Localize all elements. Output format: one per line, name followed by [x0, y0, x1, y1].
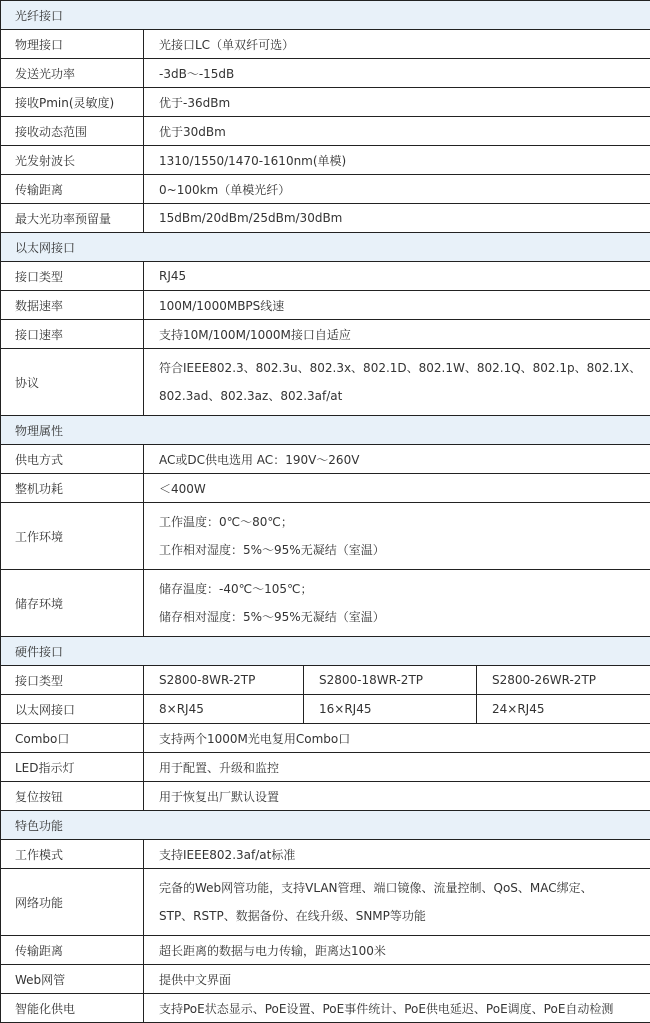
spec-row-protocol: [1, 349, 650, 416]
spec-row: [1, 965, 650, 994]
row-label: 接口类型: [1, 262, 144, 291]
row-value: 0~100km（单模光纤）: [144, 175, 650, 204]
spec-row: [1, 88, 650, 117]
row-value-multiline: [144, 869, 650, 936]
spec-row: [1, 782, 650, 811]
row-label: 智能化供电: [1, 994, 144, 1023]
row-label: 物理接口: [1, 30, 144, 59]
row-value: 优于30dBm: [144, 117, 650, 146]
spec-row-storage-env: [1, 570, 650, 637]
row-value: 15dBm/20dBm/25dBm/30dBm: [144, 204, 650, 233]
value-line: 802.3ad、802.3az、802.3af/at: [159, 389, 343, 403]
row-label: 工作环境: [1, 503, 144, 570]
row-label: 数据速率: [1, 291, 144, 320]
row-label: 接收Pmin(灵敏度): [1, 88, 144, 117]
row-label: LED指示灯: [1, 753, 144, 782]
row-label: 光发射波长: [1, 146, 144, 175]
spec-row: [1, 262, 650, 291]
row-value: 支持PoE状态显示、PoE设置、PoE事件统计、PoE供电延迟、PoE调度、PoE自动检测: [144, 994, 650, 1023]
row-label: 储存环境: [1, 570, 144, 637]
row-value: 优于-36dBm: [144, 88, 650, 117]
spec-row: [1, 175, 650, 204]
row-label: 以太网接口: [1, 695, 144, 724]
spec-row: [1, 840, 650, 869]
spec-row: [1, 59, 650, 88]
ports-cell: 24×RJ45: [477, 695, 650, 724]
row-label: 工作模式: [1, 840, 144, 869]
row-label: 整机功耗: [1, 474, 144, 503]
row-value: 提供中文界面: [144, 965, 650, 994]
section-header-optical: 光纤接口: [1, 1, 650, 30]
row-value-multiline: [144, 503, 650, 570]
row-label: 发送光功率: [1, 59, 144, 88]
model-cell: S2800-26WR-2TP: [477, 666, 650, 695]
model-cell: S2800-8WR-2TP: [144, 666, 304, 695]
section-header-physical: 物理属性: [1, 416, 650, 445]
row-value: 光接口LC（单双纤可选）: [144, 30, 650, 59]
spec-row: [1, 474, 650, 503]
row-value-multiline: [144, 349, 650, 416]
row-value: -3dB～-15dB: [144, 59, 650, 88]
spec-row: [1, 753, 650, 782]
row-value: 超长距离的数据与电力传输，距离达100米: [144, 936, 650, 965]
section-header-ethernet: 以太网接口: [1, 233, 650, 262]
spec-row: [1, 724, 650, 753]
row-label: 协议: [1, 349, 144, 416]
spec-row-work-env: [1, 503, 650, 570]
row-value: 1310/1550/1470-1610nm(单模): [144, 146, 650, 175]
row-label: 供电方式: [1, 445, 144, 474]
row-label: 接收动态范围: [1, 117, 144, 146]
spec-row-models: [1, 666, 650, 695]
row-label: 接口速率: [1, 320, 144, 349]
spec-row: [1, 936, 650, 965]
row-label: 复位按钮: [1, 782, 144, 811]
row-label: 最大光功率预留量: [1, 204, 144, 233]
row-value: 支持两个1000M光电复用Combo口: [144, 724, 650, 753]
spec-row: [1, 320, 650, 349]
row-value: 用于恢复出厂默认设置: [144, 782, 650, 811]
row-label: 接口类型: [1, 666, 144, 695]
spec-row: [1, 146, 650, 175]
section-header-features: 特色功能: [1, 811, 650, 840]
spec-row: [1, 204, 650, 233]
row-value: 100M/1000MBPS线速: [144, 291, 650, 320]
value-line: 储存相对湿度：5%～95%无凝结（室温）: [159, 610, 385, 624]
row-value: ＜400W: [144, 474, 650, 503]
row-label: 传输距离: [1, 936, 144, 965]
value-line: 工作相对湿度：5%～95%无凝结（室温）: [159, 543, 385, 557]
row-value: 支持IEEE802.3af/at标准: [144, 840, 650, 869]
row-value-multiline: [144, 570, 650, 637]
section-header-hardware: 硬件接口: [1, 637, 650, 666]
ports-cell: 16×RJ45: [304, 695, 477, 724]
value-line: STP、RSTP、数据备份、在线升级、SNMP等功能: [159, 909, 426, 923]
row-label: 网络功能: [1, 869, 144, 936]
spec-row: [1, 291, 650, 320]
model-cell: S2800-18WR-2TP: [304, 666, 477, 695]
row-label: Combo口: [1, 724, 144, 753]
value-line: 完备的Web网管功能，支持VLAN管理、端口镜像、流量控制、QoS、MAC绑定、: [159, 881, 593, 895]
row-value: AC或DC供电选用 AC：190V～260V: [144, 445, 650, 474]
row-label: 传输距离: [1, 175, 144, 204]
spec-row: [1, 117, 650, 146]
value-line: 工作温度：0℃～80℃；: [159, 515, 293, 529]
spec-row-ports: [1, 695, 650, 724]
spec-row: [1, 30, 650, 59]
value-line: 储存温度：-40℃～105℃；: [159, 582, 313, 596]
row-value: 支持10M/100M/1000M接口自适应: [144, 320, 650, 349]
row-value: 用于配置、升级和监控: [144, 753, 650, 782]
spec-row: [1, 445, 650, 474]
row-value: RJ45: [144, 262, 650, 291]
value-line: 符合IEEE802.3、802.3u、802.3x、802.1D、802.1W、802.1Q、802.1p、802.1X、: [159, 361, 642, 375]
ports-cell: 8×RJ45: [144, 695, 304, 724]
row-label: Web网管: [1, 965, 144, 994]
spec-row: [1, 994, 650, 1023]
spec-row-network: [1, 869, 650, 936]
